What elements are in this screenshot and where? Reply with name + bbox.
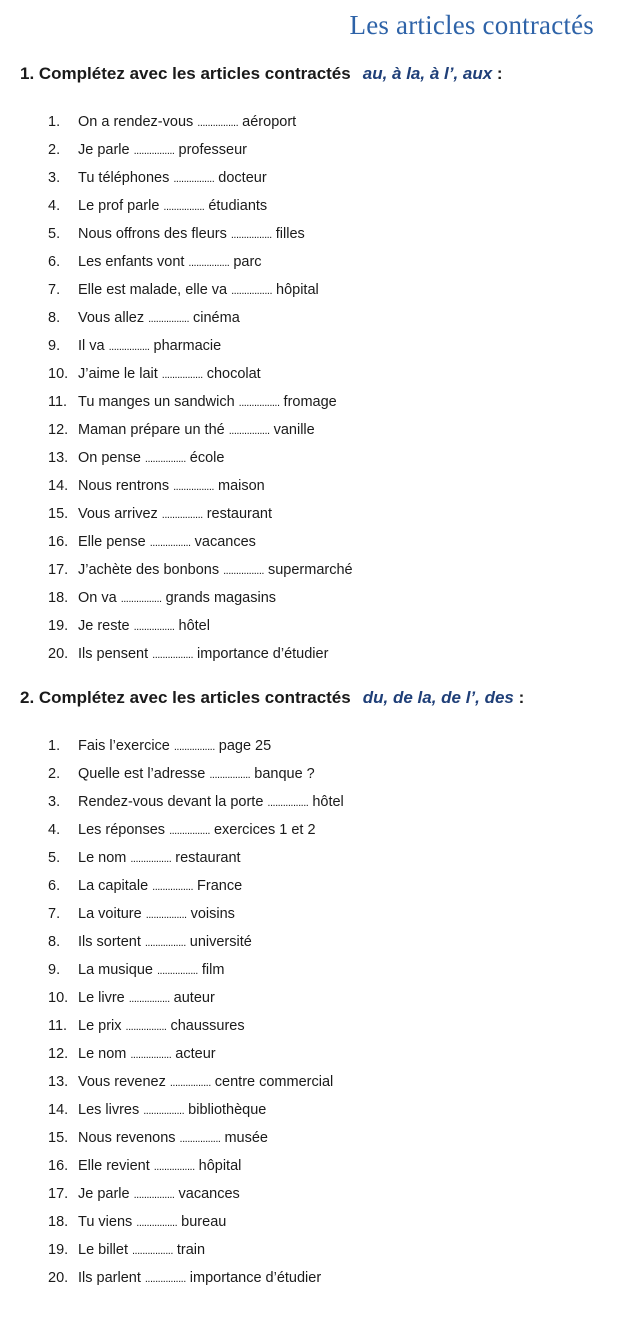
exercise-text-after: chaussures [170, 1018, 245, 1034]
exercise-number: 14. [48, 478, 69, 494]
exercise-item [48, 1068, 344, 1096]
exercise-number: 15. [48, 1130, 69, 1146]
answer-blank[interactable]: ................ [161, 509, 203, 521]
exercise-text-after: cinéma [193, 310, 240, 326]
exercise-text-before: On pense [78, 450, 141, 466]
exercise-number: 19. [48, 618, 69, 634]
exercise-item [48, 164, 353, 192]
exercise-item [48, 732, 344, 760]
exercise-number: 1. [48, 114, 61, 130]
exercise-number: 13. [48, 1074, 69, 1090]
section-1-heading [20, 64, 503, 84]
exercise-text-before: La musique [78, 962, 153, 978]
exercise-text-after: maison [217, 478, 265, 494]
exercise-text-before: Tu manges un sandwich [78, 394, 235, 410]
exercise-item [48, 640, 353, 668]
exercise-text-before: Le livre [78, 990, 125, 1006]
exercise-text-before: Le prix [78, 1018, 122, 1034]
exercise-number: 8. [48, 310, 61, 326]
section-2-articles: du, de la, de l’, des [362, 688, 514, 707]
page-title: Les articles contractés [349, 10, 594, 40]
answer-blank[interactable]: ................ [230, 229, 272, 241]
answer-blank[interactable]: ................ [144, 1273, 186, 1285]
answer-blank[interactable]: ................ [128, 993, 170, 1005]
exercise-list-1 [48, 108, 353, 668]
section-1-heading-text: 1. Complétez avec les articles contractés [20, 64, 351, 83]
exercise-text-after: docteur [218, 170, 267, 186]
exercise-number: 1. [48, 738, 61, 754]
exercise-number: 18. [48, 1214, 69, 1230]
exercise-number: 8. [48, 934, 61, 950]
exercise-text-after: hôtel [178, 618, 210, 634]
answer-blank[interactable]: ................ [130, 853, 172, 865]
exercise-item [48, 1124, 344, 1152]
exercise-text-after: vacances [178, 1186, 240, 1202]
answer-blank[interactable]: ................ [161, 369, 203, 381]
exercise-text-before: Les livres [78, 1102, 140, 1118]
exercise-number: 7. [48, 282, 61, 298]
exercise-number: 9. [48, 338, 61, 354]
exercise-item [48, 500, 353, 528]
answer-blank[interactable]: ................ [163, 201, 205, 213]
exercise-number: 10. [48, 990, 69, 1006]
exercise-item [48, 276, 353, 304]
exercise-text-before: J’aime le lait [78, 366, 158, 382]
exercise-text-after: université [189, 934, 252, 950]
exercise-text-before: Vous arrivez [78, 506, 158, 522]
answer-blank[interactable]: ................ [120, 593, 162, 605]
exercise-item [48, 984, 344, 1012]
exercise-text-before: Rendez-vous devant la porte [78, 794, 264, 810]
exercise-text-after: bureau [181, 1214, 227, 1230]
exercise-text-before: Le prof parle [78, 198, 160, 214]
exercise-text-before: Tu téléphones [78, 170, 170, 186]
exercise-text-before: Il va [78, 338, 105, 354]
answer-blank[interactable]: ................ [231, 285, 273, 297]
answer-blank[interactable]: ................ [267, 797, 309, 809]
exercise-number: 19. [48, 1242, 69, 1258]
exercise-text-before: Je reste [78, 618, 130, 634]
exercise-text-after: filles [275, 226, 305, 242]
exercise-item [48, 1040, 344, 1068]
exercise-number: 5. [48, 850, 61, 866]
exercise-text-after: voisins [190, 906, 235, 922]
exercise-number: 17. [48, 1186, 69, 1202]
exercise-text-before: Nous revenons [78, 1130, 176, 1146]
exercise-item [48, 1208, 344, 1236]
exercise-item [48, 872, 344, 900]
exercise-item [48, 1264, 344, 1292]
exercise-text-after: étudiants [208, 198, 268, 214]
exercise-number: 4. [48, 822, 61, 838]
exercise-number: 3. [48, 794, 61, 810]
answer-blank[interactable]: ................ [125, 1021, 167, 1033]
exercise-item [48, 444, 353, 472]
exercise-item [48, 1236, 344, 1264]
exercise-text-before: Les enfants vont [78, 254, 185, 270]
exercise-item [48, 612, 353, 640]
exercise-number: 15. [48, 506, 69, 522]
exercise-item [48, 416, 353, 444]
section-1-colon: : [492, 64, 503, 83]
exercise-number: 14. [48, 1102, 69, 1118]
answer-blank[interactable]: ................ [130, 1049, 172, 1061]
answer-blank[interactable]: ................ [169, 825, 210, 837]
exercise-number: 13. [48, 450, 69, 466]
answer-blank[interactable]: ................ [238, 397, 280, 409]
exercise-text-before: La capitale [78, 878, 149, 894]
exercise-number: 6. [48, 254, 61, 270]
exercise-text-after: musée [224, 1130, 268, 1146]
exercise-item [48, 192, 353, 220]
exercise-text-after: chocolat [206, 366, 261, 382]
exercise-number: 16. [48, 1158, 69, 1174]
exercise-text-before: Ils sortent [78, 934, 141, 950]
answer-blank[interactable]: ................ [197, 117, 239, 129]
exercise-item [48, 844, 344, 872]
exercise-number: 18. [48, 590, 69, 606]
exercise-text-after: vacances [194, 534, 256, 550]
exercise-text-after: centre commercial [214, 1074, 334, 1090]
exercise-item [48, 956, 344, 984]
answer-blank[interactable]: ................ [173, 173, 215, 185]
exercise-text-before: On a rendez-vous [78, 114, 194, 130]
exercise-text-before: On va [78, 590, 117, 606]
answer-blank[interactable]: ................ [209, 769, 251, 781]
answer-blank[interactable]: ................ [143, 1105, 185, 1117]
exercise-item [48, 556, 353, 584]
answer-blank[interactable]: ................ [173, 481, 214, 493]
exercise-text-before: Nous rentrons [78, 478, 170, 494]
exercise-number: 12. [48, 1046, 69, 1062]
answer-blank[interactable]: ................ [228, 425, 270, 437]
exercise-text-before: La voiture [78, 906, 142, 922]
exercise-text-before: Maman prépare un thé [78, 422, 225, 438]
exercise-number: 17. [48, 562, 69, 578]
exercise-item [48, 136, 353, 164]
exercise-text-after: hôpital [198, 1158, 242, 1174]
answer-blank[interactable]: ................ [173, 741, 215, 753]
answer-blank[interactable]: ................ [169, 1077, 211, 1089]
exercise-item [48, 388, 353, 416]
exercise-number: 11. [48, 1018, 68, 1034]
exercise-item [48, 928, 344, 956]
exercise-text-after: bibliothèque [188, 1102, 267, 1118]
exercise-item [48, 1180, 344, 1208]
section-2-heading-text: 2. Complétez avec les articles contractés [20, 688, 351, 707]
answer-blank[interactable]: ................ [133, 145, 175, 157]
exercise-item [48, 788, 344, 816]
exercise-text-after: école [189, 450, 225, 466]
exercise-number: 12. [48, 422, 69, 438]
answer-blank[interactable]: ................ [133, 621, 175, 633]
exercise-text-after: restaurant [175, 850, 241, 866]
section-2-heading [20, 688, 524, 708]
exercise-number: 16. [48, 534, 69, 550]
exercise-text-before: Les réponses [78, 822, 166, 838]
exercise-item [48, 304, 353, 332]
answer-blank[interactable]: ................ [223, 565, 264, 577]
exercise-text-after: page 25 [218, 738, 272, 754]
exercise-text-before: Elle est malade, elle va [78, 282, 228, 298]
exercise-text-before: Nous offrons des fleurs [78, 226, 227, 242]
answer-blank[interactable]: ................ [144, 937, 186, 949]
answer-blank[interactable]: ................ [108, 341, 150, 353]
exercise-text-before: Je parle [78, 1186, 130, 1202]
exercise-text-before: Vous revenez [78, 1074, 166, 1090]
exercise-text-after: fromage [283, 394, 337, 410]
section-1-articles: au, à la, à l’, aux [362, 64, 493, 83]
exercise-number: 6. [48, 878, 61, 894]
answer-blank[interactable]: ................ [131, 1245, 173, 1257]
exercise-text-after: pharmacie [153, 338, 222, 354]
section-2-colon: : [513, 688, 525, 707]
exercise-item [48, 900, 344, 928]
exercise-text-before: Fais l’exercice [78, 738, 170, 754]
exercise-item [48, 472, 353, 500]
exercise-text-before: Elle pense [78, 534, 146, 550]
exercise-item [48, 220, 353, 248]
exercise-number: 7. [48, 906, 61, 922]
exercise-text-after: importance d’étudier [189, 1270, 322, 1286]
exercise-text-after: professeur [178, 142, 248, 158]
exercise-number: 4. [48, 198, 61, 214]
exercise-text-after: exercices 1 et 2 [213, 822, 316, 838]
answer-blank[interactable]: ................ [152, 649, 194, 661]
exercise-text-after: aéroport [242, 114, 297, 130]
exercise-item [48, 332, 353, 360]
exercise-number: 10. [48, 366, 69, 382]
exercise-text-after: supermarché [267, 562, 353, 578]
answer-blank[interactable]: ................ [145, 909, 187, 921]
exercise-item [48, 1012, 344, 1040]
exercise-item [48, 1152, 344, 1180]
exercise-text-after: hôtel [312, 794, 344, 810]
exercise-number: 2. [48, 766, 61, 782]
exercise-text-after: grands magasins [165, 590, 277, 606]
exercise-list-2 [48, 732, 344, 1292]
exercise-text-after: vanille [273, 422, 315, 438]
exercise-item [48, 528, 353, 556]
exercise-text-after: train [176, 1242, 206, 1258]
answer-blank[interactable]: ................ [148, 313, 190, 325]
exercise-text-before: Vous allez [78, 310, 145, 326]
exercise-text-after: parc [233, 254, 262, 270]
exercise-text-before: Quelle est l’adresse [78, 766, 206, 782]
exercise-text-before: J’achète des bonbons [78, 562, 220, 578]
exercise-item [48, 760, 344, 788]
exercise-text-before: Ils pensent [78, 646, 149, 662]
exercise-text-after: importance d’étudier [197, 646, 329, 662]
answer-blank[interactable]: ................ [144, 453, 186, 465]
answer-blank[interactable]: ................ [153, 1161, 195, 1173]
exercise-text-after: acteur [175, 1046, 216, 1062]
exercise-text-before: Tu viens [78, 1214, 133, 1230]
exercise-text-before: Je parle [78, 142, 130, 158]
exercise-item [48, 584, 353, 612]
exercise-text-before: Ils parlent [78, 1270, 141, 1286]
answer-blank[interactable]: ................ [179, 1133, 221, 1145]
exercise-text-after: film [201, 962, 225, 978]
exercise-number: 9. [48, 962, 61, 978]
exercise-text-before: Elle revient [78, 1158, 150, 1174]
answer-blank[interactable]: ................ [156, 965, 198, 977]
answer-blank[interactable]: ................ [152, 881, 194, 893]
exercise-text-before: Le nom [78, 1046, 127, 1062]
answer-blank[interactable]: ................ [136, 1217, 178, 1229]
exercise-text-after: hôpital [276, 282, 319, 298]
answer-blank[interactable]: ................ [188, 257, 230, 269]
exercise-text-after: banque ? [254, 766, 315, 782]
exercise-item [48, 816, 344, 844]
exercise-item [48, 108, 353, 136]
exercise-item [48, 248, 353, 276]
exercise-number: 3. [48, 170, 61, 186]
answer-blank[interactable]: ................ [149, 537, 191, 549]
exercise-text-before: Le billet [78, 1242, 128, 1258]
exercise-text-before: Le nom [78, 850, 127, 866]
exercise-number: 5. [48, 226, 61, 242]
exercise-item [48, 1096, 344, 1124]
exercise-text-after: restaurant [206, 506, 272, 522]
exercise-number: 2. [48, 142, 61, 158]
answer-blank[interactable]: ................ [133, 1189, 175, 1201]
exercise-number: 20. [48, 646, 69, 662]
exercise-item [48, 360, 353, 388]
exercise-text-after: auteur [173, 990, 215, 1006]
exercise-number: 11. [48, 394, 68, 410]
exercise-text-after: France [197, 878, 243, 894]
exercise-number: 20. [48, 1270, 69, 1286]
